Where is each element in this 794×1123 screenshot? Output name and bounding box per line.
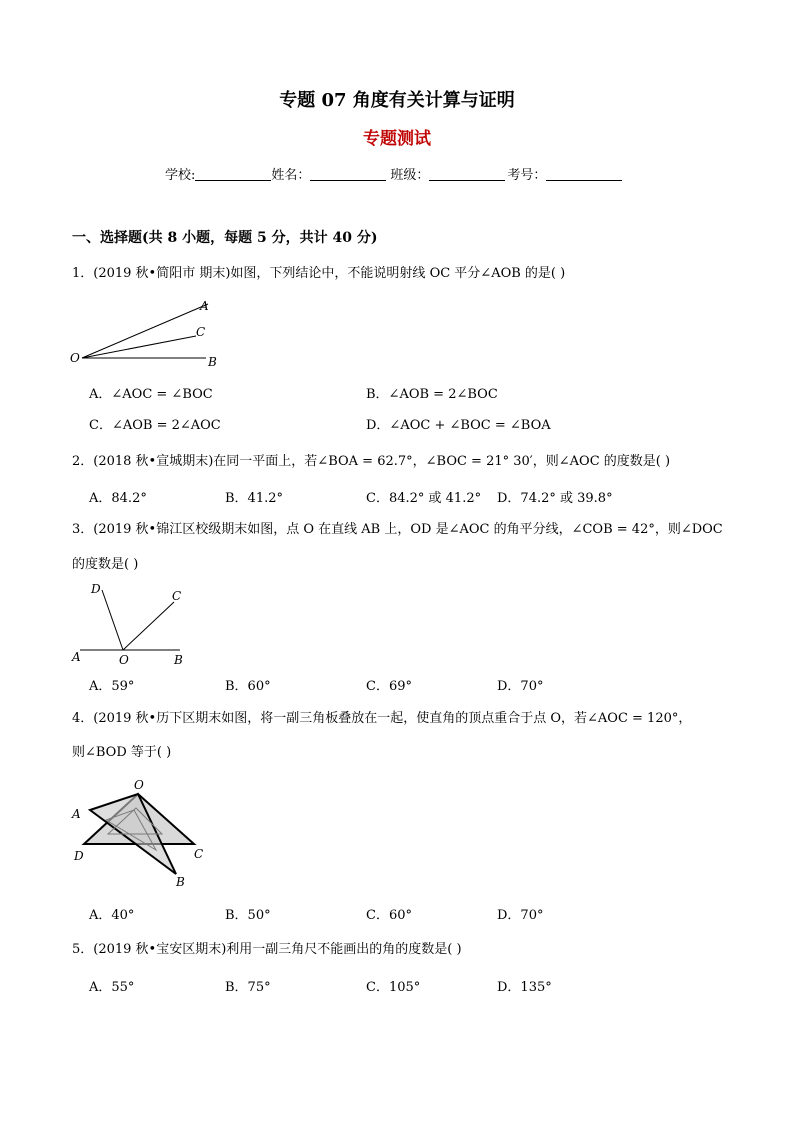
fig3-label-o: O xyxy=(119,653,129,667)
question-4-option-c: C．60° xyxy=(366,908,412,923)
fig4-label-o: O xyxy=(134,778,144,792)
fig1-label-o: O xyxy=(70,351,80,365)
question-4-option-a: A．40° xyxy=(89,908,135,923)
fig1-label-a: A xyxy=(200,299,209,313)
question-2-stem: 2．(2018 秋•宣城期末)在同一平面上，若∠BOA = 62.7°，∠BOC = 21° 30′，则∠AOC 的度数是( ) xyxy=(72,454,671,469)
fig1-label-b: B xyxy=(208,355,217,368)
question-3-stem-line2: 的度数是( ) xyxy=(72,557,139,572)
question-1-option-b: B．∠AOB = 2∠BOC xyxy=(366,387,498,402)
question-1-figure xyxy=(66,296,226,368)
fig4-label-b: B xyxy=(176,875,185,889)
question-5-stem: 5．(2019 秋•宝安区期末)利用一副三角尺不能画出的角的度数是( ) xyxy=(72,942,462,957)
question-3-option-c: C．69° xyxy=(366,679,412,694)
fig1-label-c: C xyxy=(196,325,206,339)
number-label: 考号： xyxy=(507,168,547,183)
question-3-option-b: B．60° xyxy=(225,679,271,694)
question-5-option-d: D．135° xyxy=(497,980,552,995)
question-4-stem-line1: 4．(2019 秋•历下区期末如图，将一副三角板叠放在一起，使直角的顶点重合于点 O，若∠AOC = 120°， xyxy=(72,711,692,726)
name-label: 姓名： xyxy=(271,168,311,183)
question-2-option-d: D．74.2° 或 39.8° xyxy=(497,491,613,506)
question-1-option-a: A．∠AOC = ∠BOC xyxy=(89,387,213,402)
question-3-stem-line1: 3．(2019 秋•锦江区校级期末如图，点 O 在直线 AB 上，OD 是∠AOC 的角平分线，∠COB = 42°，则∠DOC xyxy=(72,522,723,537)
page-subtitle: 专题测试 xyxy=(363,129,431,149)
question-1-stem: 1．(2019 秋•简阳市 期末)如图，下列结论中，不能说明射线 OC 平分∠AOB 的是( ) xyxy=(72,266,566,281)
school-label: 学校: xyxy=(165,168,196,183)
question-4-option-b: B．50° xyxy=(225,908,271,923)
student-info-line xyxy=(165,164,622,183)
question-2-option-b: B．41.2° xyxy=(225,491,283,506)
fig3-label-c: C xyxy=(172,589,182,603)
question-1-option-d: D．∠AOC + ∠BOC = ∠BOA xyxy=(366,418,551,433)
fig3-label-d: D xyxy=(91,582,101,596)
question-1-option-c: C．∠AOB = 2∠AOC xyxy=(89,418,221,433)
question-5-option-c: C．105° xyxy=(366,980,421,995)
class-blank xyxy=(429,168,505,181)
fig4-label-c: C xyxy=(194,847,204,861)
fig4-label-a: A xyxy=(72,807,81,821)
section-heading: 一、选择题(共 8 小题，每题 5 分，共计 40 分) xyxy=(72,230,378,246)
fig4-label-d: D xyxy=(74,849,84,863)
question-5-option-b: B．75° xyxy=(225,980,271,995)
school-blank xyxy=(195,168,271,181)
question-5-option-a: A．55° xyxy=(89,980,135,995)
question-2-option-c: C．84.2° 或 41.2° xyxy=(366,491,482,506)
fig3-label-b: B xyxy=(174,653,183,667)
number-blank xyxy=(546,168,622,181)
page-title: 专题 07 角度有关计算与证明 xyxy=(279,90,515,111)
question-4-figure xyxy=(66,772,216,892)
name-blank xyxy=(310,168,386,181)
question-3-option-d: D．70° xyxy=(497,679,544,694)
question-4-stem-line2: 则∠BOD 等于( ) xyxy=(72,745,172,760)
question-3-option-a: A．59° xyxy=(89,679,135,694)
question-4-option-d: D．70° xyxy=(497,908,544,923)
fig3-label-a: A xyxy=(72,650,81,664)
class-label: 班级： xyxy=(390,168,430,183)
question-3-figure xyxy=(66,578,196,670)
question-2-option-a: A．84.2° xyxy=(89,491,147,506)
